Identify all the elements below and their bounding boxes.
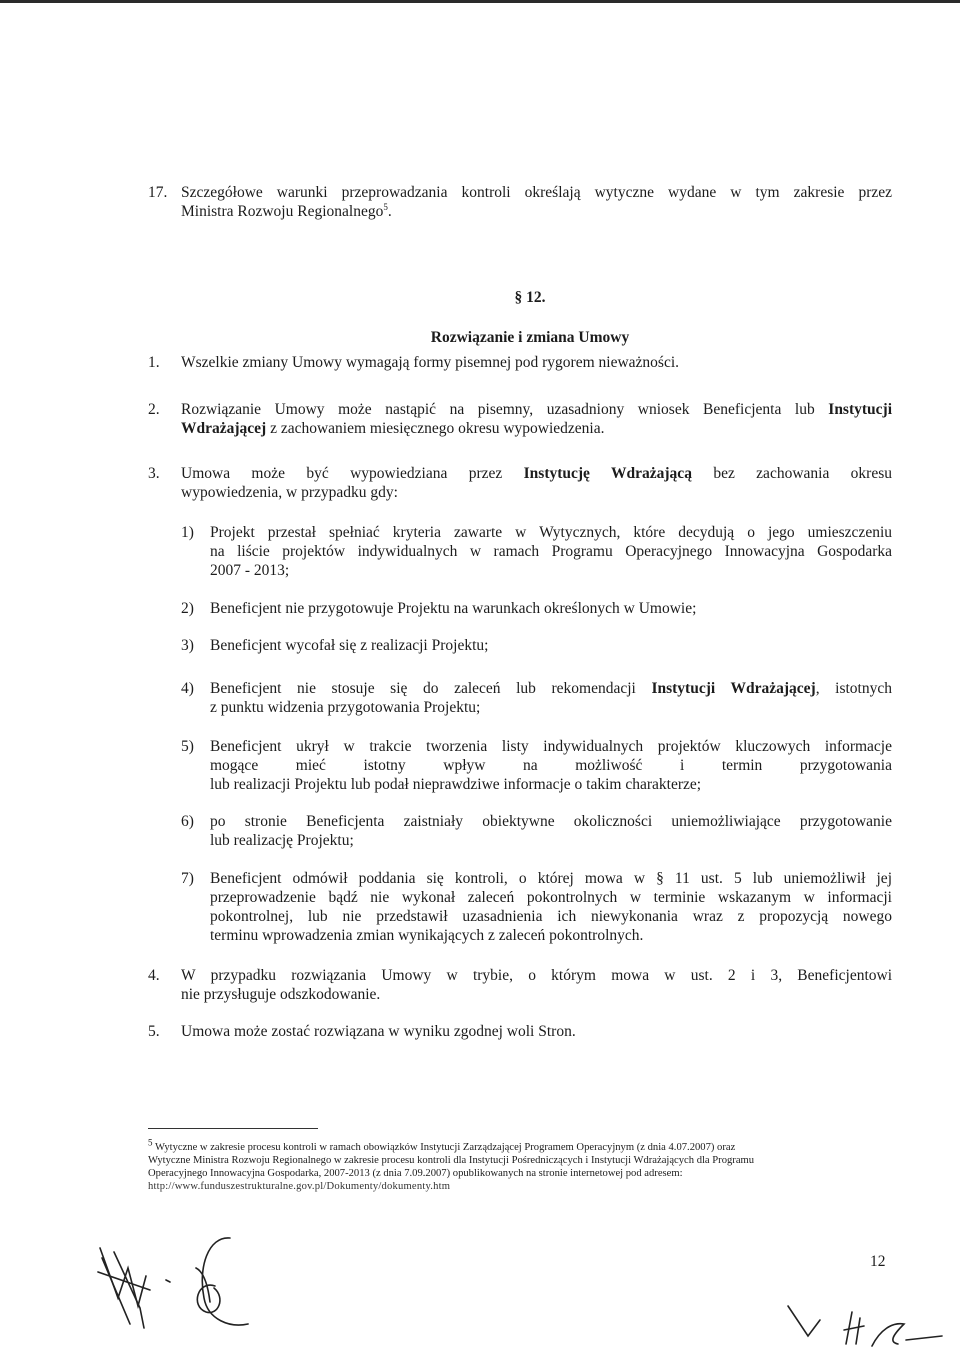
subitem-7-line-2: przeprowadzenie bądź nie wykonał zaleceń pokontrolnych w terminie wskazanym w informacji bbox=[210, 889, 892, 906]
subitem-3-number: 3) bbox=[181, 637, 194, 654]
subitem-4-text-post: , istotnych bbox=[815, 680, 892, 697]
subitem-5-line-2: mogące mieć istotny wpływ na możliwość i termin przygotowania bbox=[210, 757, 892, 774]
footnote-text-1: Wytyczne w zakresie procesu kontroli w ramach obowiązków Instytucji Zarządzającej Programem Operacyjnym (z dnia 4.07.2007) oraz bbox=[154, 1142, 736, 1153]
subitem-6-line-1: po stronie Beneficjenta zaistniały obiektywne okoliczności uniemożliwiające przygotowanie bbox=[210, 813, 892, 830]
item-17-line-2 bbox=[181, 202, 892, 221]
subitem-4-number: 4) bbox=[181, 680, 194, 697]
subitem-4-text: Beneficjent nie stosuje się do zaleceń lub rekomendacji bbox=[210, 680, 636, 697]
footnote-line-3: Operacyjnego Innowacyjna Gospodarka, 2007-2013 (z dnia 7.09.2007) opublikowanych na stronie internetowej pod adresem: bbox=[148, 1168, 683, 1179]
point-4-line-2: nie przysługuje odszkodowanie. bbox=[181, 986, 381, 1003]
point-1-number: 1. bbox=[148, 354, 160, 371]
point-2-text-2: z zachowaniem miesięcznego okresu wypowiedzenia. bbox=[270, 420, 605, 437]
subitem-7-line-4: terminu wprowadzenia zmian wynikających z zaleceń pokontrolnych. bbox=[210, 927, 644, 944]
footnote-marker: 5 bbox=[148, 1137, 153, 1148]
subitem-1-line-2: na liście projektów indywidualnych w ramach Programu Operacyjnego Innowacyjna Gospodarka bbox=[210, 543, 892, 560]
subitem-2-text: Beneficjent nie przygotowuje Projektu na warunkach określonych w Umowie; bbox=[210, 600, 697, 617]
footnote-ref: 5 bbox=[383, 201, 388, 212]
point-3-text-post: bez zachowania okresu bbox=[713, 465, 893, 482]
footnote-line-1 bbox=[148, 1137, 878, 1154]
subitem-6-line-2: lub realizację Projektu; bbox=[210, 832, 354, 849]
point-3-bold: Instytucję Wdrażającą bbox=[523, 465, 692, 482]
subitem-1-line-1: Projekt przestał spełniać kryteria zawarte w Wytycznych, które decydują o jego umieszczeniu bbox=[210, 524, 892, 541]
item-17-period: . bbox=[387, 203, 392, 220]
point-2-line-1 bbox=[181, 400, 892, 419]
subitem-4-line-2: z punktu widzenia przygotowania Projektu; bbox=[210, 699, 481, 716]
handwritten-initials-left bbox=[80, 1228, 280, 1338]
point-3-line-1 bbox=[181, 464, 892, 483]
point-5-number: 5. bbox=[148, 1023, 160, 1040]
point-2-number: 2. bbox=[148, 401, 160, 418]
handwritten-initials-right bbox=[780, 1300, 950, 1352]
subitem-7-line-1: Beneficjent odmówił poddania się kontroli, o której mowa w § 11 ust. 5 lub uniemożliwił jej bbox=[210, 870, 892, 887]
footnote bbox=[148, 1137, 878, 1193]
item-17-text: Ministra Rozwoju Regionalnego bbox=[181, 203, 384, 220]
subitem-1-line-3: 2007 - 2013; bbox=[210, 562, 290, 579]
section-symbol: § 12. bbox=[514, 289, 546, 306]
subitem-5-line-1: Beneficjent ukrył w trakcie tworzenia listy indywidualnych projektów kluczowych informacje bbox=[210, 738, 892, 755]
subitem-5-number: 5) bbox=[181, 738, 194, 755]
point-3-number: 3. bbox=[148, 465, 160, 482]
subitem-3-text: Beneficjent wycofał się z realizacji Projektu; bbox=[210, 637, 489, 654]
subitem-4-bold: Instytucji Wdrażającej bbox=[651, 680, 816, 697]
subitem-5-line-3: lub realizacji Projektu lub podał nieprawdziwe informacje o takim charakterze; bbox=[210, 776, 702, 793]
footnote-separator bbox=[148, 1128, 318, 1129]
item-17-number: 17. bbox=[148, 184, 168, 201]
scan-top-border bbox=[0, 0, 960, 3]
point-2-line-2 bbox=[181, 419, 892, 438]
point-5-text: Umowa może zostać rozwiązana w wyniku zgodnej woli Stron. bbox=[181, 1023, 576, 1040]
point-4-line-1: W przypadku rozwiązania Umowy w trybie, o którym mowa w ust. 2 i 3, Beneficjentowi bbox=[181, 967, 892, 984]
point-1-text: Wszelkie zmiany Umowy wymagają formy pisemnej pod rygorem nieważności. bbox=[181, 354, 680, 371]
point-3-line-2: wypowiedzenia, w przypadku gdy: bbox=[181, 484, 398, 501]
subitem-2-number: 2) bbox=[181, 600, 194, 617]
point-3-text: Umowa może być wypowiedziana przez bbox=[181, 465, 503, 482]
point-2-bold-2: Wdrażającej bbox=[181, 420, 267, 437]
subitem-1-number: 1) bbox=[181, 524, 194, 541]
point-2-bold: Instytucji bbox=[828, 401, 893, 418]
point-2-text: Rozwiązanie Umowy może nastąpić na pisemny, uzasadniony wniosek Beneficjenta lub bbox=[181, 401, 815, 418]
item-17-line-1: Szczegółowe warunki przeprowadzania kontroli określają wytyczne wydane w tym zakresie przez bbox=[181, 184, 892, 201]
point-4-number: 4. bbox=[148, 967, 160, 984]
page-number: 12 bbox=[870, 1253, 886, 1270]
footnote-line-2: Wytyczne Ministra Rozwoju Regionalnego w zakresie procesu kontroli dla Instytucji Pośredniczących i Instytucji Wdrażających dla Programu bbox=[148, 1155, 755, 1166]
section-title: Rozwiązanie i zmiana Umowy bbox=[430, 329, 630, 346]
subitem-7-line-3: pokontrolnej, lub nie przedstawił uzasadnienia ich niewykonania wraz z propozycją nowego bbox=[210, 908, 892, 925]
subitem-7-number: 7) bbox=[181, 870, 194, 887]
subitem-4-line-1 bbox=[210, 679, 892, 698]
subitem-6-number: 6) bbox=[181, 813, 194, 830]
footnote-link[interactable]: http://www.funduszestrukturalne.gov.pl/Dokumenty/dokumenty.htm bbox=[148, 1181, 451, 1192]
